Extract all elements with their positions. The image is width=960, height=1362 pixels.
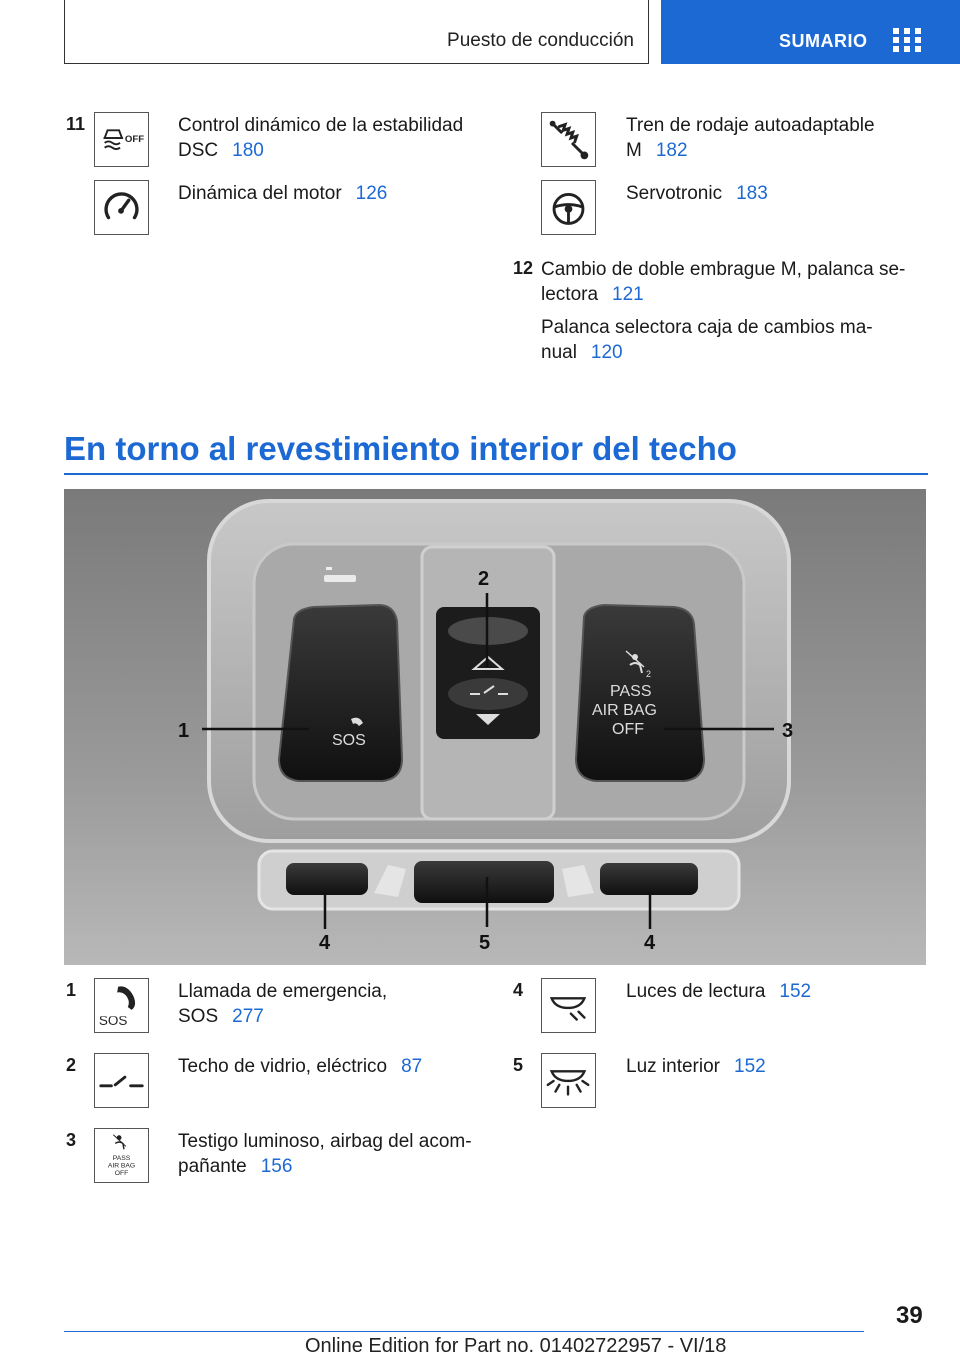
entry-gearbox-a-line2: lectora [541, 284, 599, 305]
page-link-126[interactable]: 126 [355, 183, 388, 204]
photo-callout-2: 2 [478, 568, 490, 590]
item-number-11: 11 [66, 114, 86, 134]
sos-call-icon [94, 978, 149, 1033]
entry-engine-line1: Dinámica del motor [178, 183, 342, 204]
sunroof-icon [94, 1053, 149, 1108]
page-number: 39 [896, 1302, 923, 1329]
photo-airbag-line2: AIR BAG [592, 702, 657, 719]
legend-entry-2 [178, 1054, 422, 1079]
photo-airbag-line1: PASS [610, 683, 652, 700]
page-link-121[interactable]: 121 [612, 284, 644, 305]
entry-dsc-line1: Control dinámico de la estabilidad [178, 115, 464, 136]
page-link-156[interactable]: 156 [260, 1156, 293, 1177]
item-number-12: 12 [513, 258, 534, 278]
photo-callout-5: 5 [479, 932, 491, 954]
legend-number-2: 2 [66, 1055, 77, 1075]
section-title: En torno al revestimiento interior del techo [64, 430, 737, 467]
entry-dsc [178, 113, 463, 163]
photo-sos-label: SOS [332, 732, 366, 749]
page-link-180[interactable]: 180 [232, 140, 264, 161]
entry-gearbox [541, 257, 905, 365]
photo-callout-3: 3 [782, 720, 794, 742]
airbag-icon-text-2: AIR BAG [107, 1162, 136, 1170]
legend-2-line1: Techo de vidrio, eléctrico [178, 1056, 388, 1077]
airbag-icon-text-1: PASS [112, 1154, 131, 1162]
interior-light-icon [541, 1053, 596, 1108]
steering-wheel-icon [541, 180, 596, 235]
sumario-label: SUMARIO [779, 31, 868, 51]
entry-adaptive-suspension [626, 113, 875, 163]
entry-gearbox-b-line1: Palanca selectora caja de cambios ma- [541, 317, 873, 338]
page-link-87[interactable]: 87 [401, 1056, 423, 1077]
legend-4-line1: Luces de lectura [626, 981, 766, 1002]
entry-engine-dynamics [178, 181, 387, 206]
header-section-box [64, 0, 649, 64]
legend-entry-3 [178, 1129, 472, 1179]
page-link-120[interactable]: 120 [590, 342, 623, 363]
photo-callout-4a: 4 [319, 932, 331, 954]
photo-callout-4b: 4 [644, 932, 656, 954]
photo-airbag-small: 2 [646, 669, 652, 679]
page-link-182[interactable]: 182 [655, 140, 688, 161]
page-link-277[interactable]: 277 [232, 1006, 264, 1027]
page-link-152b[interactable]: 152 [734, 1056, 766, 1077]
legend-number-5: 5 [513, 1055, 524, 1075]
photo-airbag-line3: OFF [612, 721, 644, 738]
legend-1-line2: SOS [178, 1006, 219, 1027]
shock-absorber-icon [541, 112, 596, 167]
photo-callout-1: 1 [178, 720, 190, 742]
entry-servotronic-line1: Servotronic [626, 183, 723, 204]
engine-dynamics-icon [94, 180, 149, 235]
dsc-off-icon [94, 112, 149, 167]
chapter-title: Puesto de conducción [447, 30, 634, 51]
legend-1-line1: Llamada de emergencia, [178, 981, 388, 1002]
legend-number-1: 1 [66, 980, 77, 1000]
footer-edition: Online Edition for Part no. 01402722957 - VI/18 [305, 1335, 727, 1357]
legend-number-4: 4 [513, 980, 524, 1000]
entry-gearbox-b-line2: nual [541, 342, 577, 363]
page-link-152a[interactable]: 152 [779, 981, 812, 1002]
svg-text:OFF: OFF [124, 133, 145, 145]
footer-divider [64, 1331, 864, 1332]
roof-console-photo [64, 489, 926, 965]
legend-5-line1: Luz interior [626, 1056, 720, 1077]
legend-3-line1: Testigo luminoso, airbag del acom- [178, 1131, 472, 1152]
entry-suspension-line1: Tren de rodaje autoadaptable [626, 115, 875, 136]
section-divider [64, 473, 928, 475]
entry-dsc-line2: DSC [178, 140, 219, 161]
legend-3-line2: pañante [178, 1156, 247, 1177]
grid-menu-icon [893, 28, 921, 52]
airbag-icon-text-3: OFF [114, 1170, 129, 1178]
legend-entry-5 [626, 1054, 766, 1079]
entry-servotronic [626, 181, 768, 206]
page-link-183[interactable]: 183 [736, 183, 768, 204]
legend-number-3: 3 [66, 1130, 77, 1150]
sumario-button[interactable] [661, 0, 960, 64]
legend-entry-1 [178, 979, 387, 1029]
entry-gearbox-a-line1: Cambio de doble embrague M, palanca se- [541, 259, 906, 280]
legend-entry-4 [626, 979, 811, 1004]
passenger-airbag-off-icon [94, 1128, 149, 1183]
sos-icon-text: SOS [98, 1013, 128, 1029]
reading-light-icon [541, 978, 596, 1033]
entry-suspension-line2: M [626, 140, 642, 161]
